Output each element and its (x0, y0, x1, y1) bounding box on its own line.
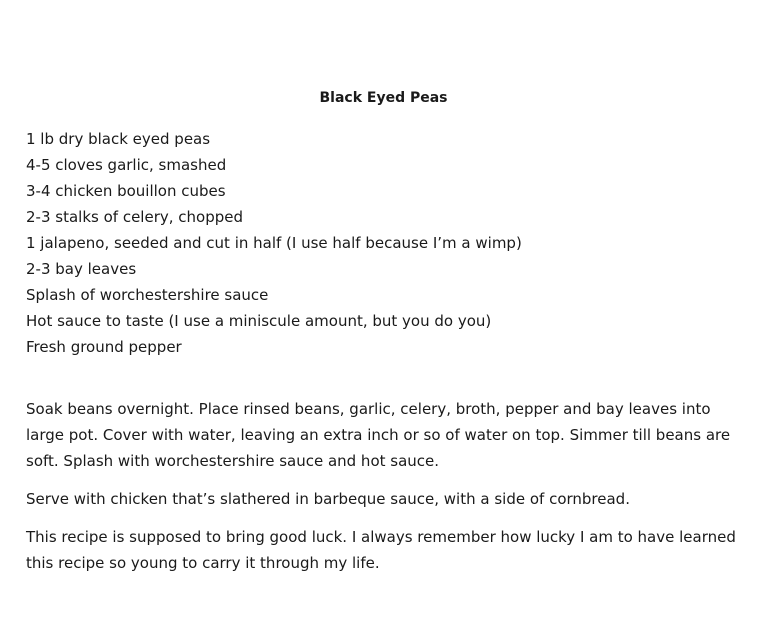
luck-paragraph: This recipe is supposed to bring good luck. I always remember how lucky I am to have learned this recipe so young to carry it through my life. (26, 528, 736, 572)
instructions-paragraph: Soak beans overnight. Place rinsed beans, garlic, celery, broth, pepper and bay leaves into large pot. Cover with water, leaving an extra inch or so of water on top. Simmer till beans are soft. Splash with worchestershire sauce and hot sauce. (26, 400, 731, 470)
ingredient-item: 2-3 stalks of celery, chopped (26, 208, 243, 226)
ingredient-item: Fresh ground pepper (26, 338, 182, 356)
ingredient-item: 2-3 bay leaves (26, 260, 137, 278)
ingredient-item: 4-5 cloves garlic, smashed (26, 156, 227, 174)
ingredients-list (26, 126, 522, 360)
serving-paragraph: Serve with chicken that’s slathered in barbeque sauce, with a side of cornbread. (26, 490, 630, 508)
instructions-section (26, 396, 746, 588)
ingredient-item: 1 lb dry black eyed peas (26, 130, 211, 148)
recipe-title: Black Eyed Peas (319, 90, 448, 106)
ingredient-item: 1 jalapeno, seeded and cut in half (I use half because I’m a wimp) (26, 234, 522, 252)
ingredient-item: Splash of worchestershire sauce (26, 286, 269, 304)
ingredient-item: 3-4 chicken bouillon cubes (26, 182, 226, 200)
ingredient-item: Hot sauce to taste (I use a miniscule amount, but you do you) (26, 312, 492, 330)
